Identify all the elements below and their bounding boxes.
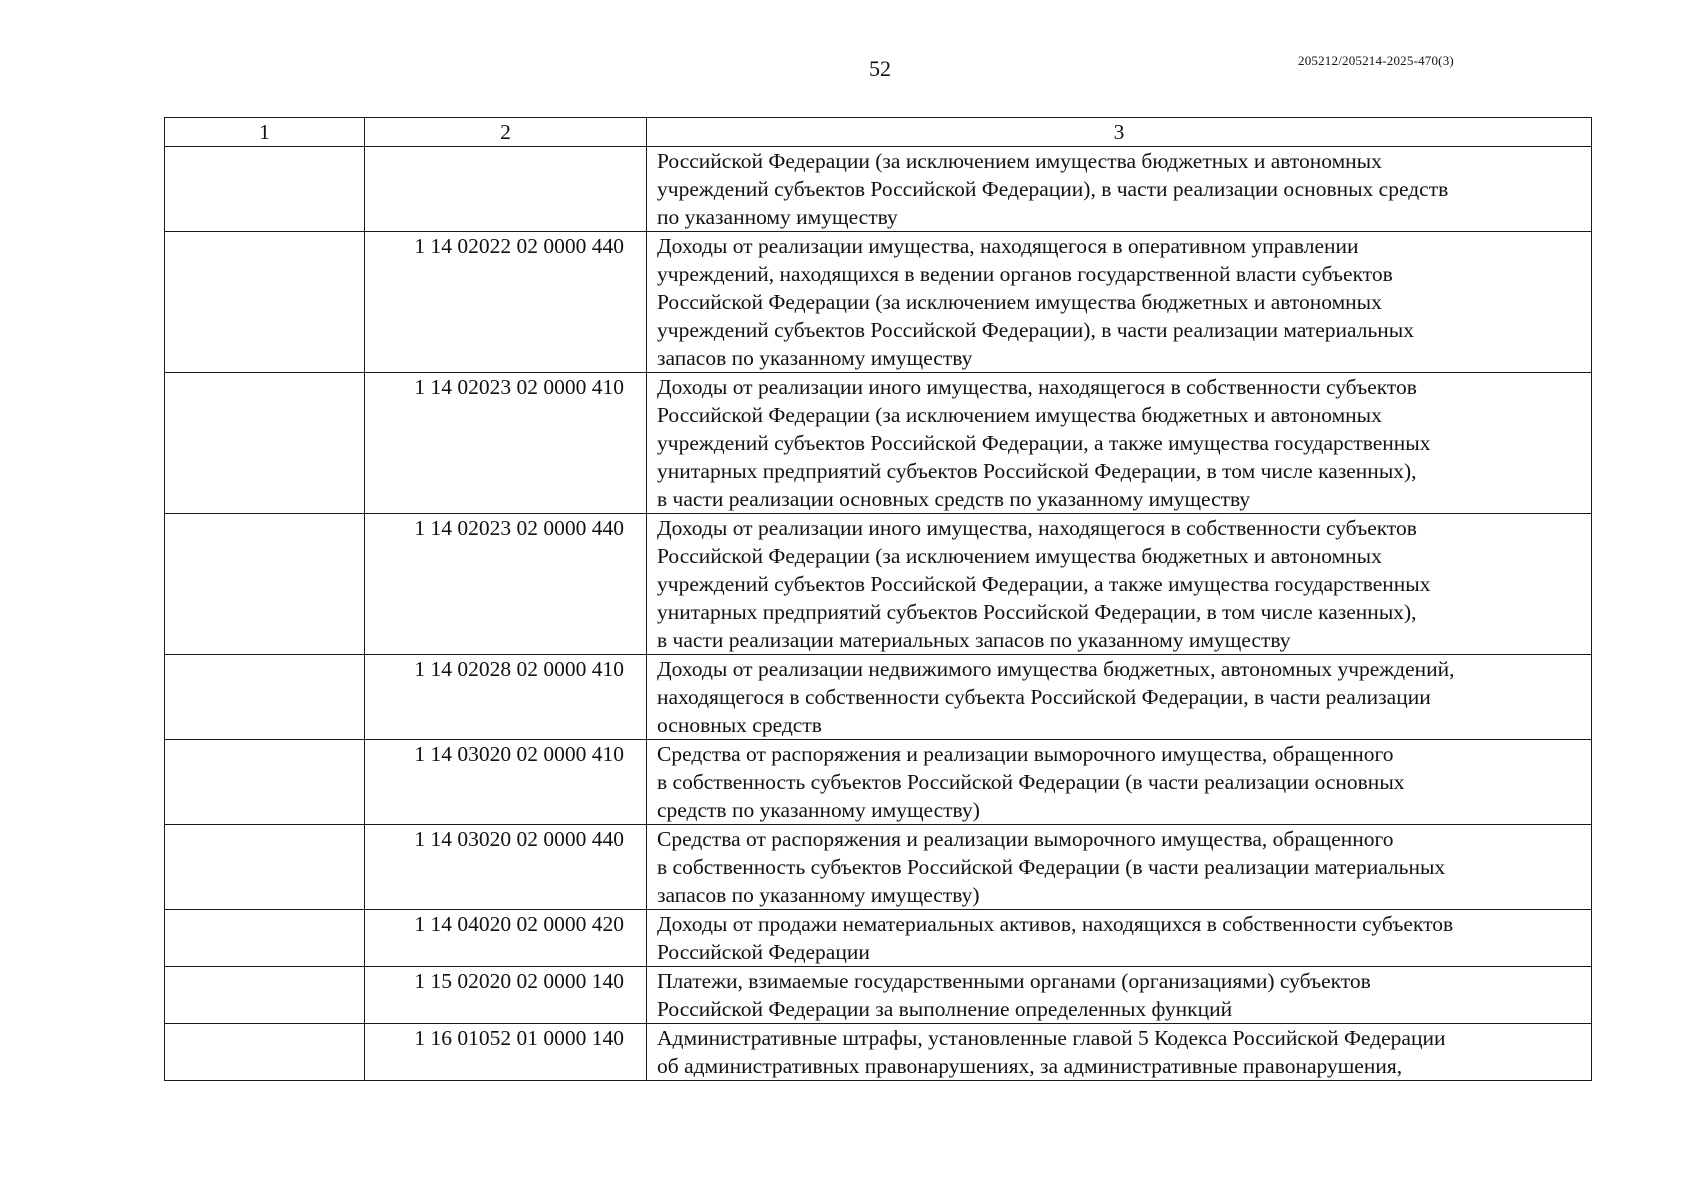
column-header-1: 1: [165, 118, 365, 147]
column-header-2: 2: [365, 118, 647, 147]
description-line: Доходы от реализации имущества, находящегося в оперативном управлении: [657, 234, 1359, 258]
description-line: Российской Федерации (за исключением имущества бюджетных и автономных: [657, 544, 1382, 568]
column-header-3: 3: [647, 118, 1592, 147]
description-line: об административных правонарушениях, за административные правонарушения,: [657, 1054, 1403, 1078]
description-line: учреждений, находящихся в ведении органов государственной власти субъектов: [657, 262, 1393, 286]
table-row: [165, 655, 1592, 740]
revenue-description-cell: [647, 825, 1592, 910]
description-line: в части реализации основных средств по указанному имуществу: [657, 487, 1251, 511]
description-line: Средства от распоряжения и реализации выморочного имущества, обращенного: [657, 827, 1394, 851]
table-row: [165, 910, 1592, 967]
table-row: [165, 740, 1592, 825]
revenue-description-cell: [647, 1024, 1592, 1081]
table-row: [165, 232, 1592, 373]
revenue-description-cell: [647, 232, 1592, 373]
revenue-description-cell: [647, 967, 1592, 1024]
admin-code-cell: [165, 514, 365, 655]
admin-code-cell: [165, 147, 365, 232]
table-row: [165, 967, 1592, 1024]
admin-code-cell: [165, 1024, 365, 1081]
description-line: Российской Федерации за выполнение определенных функций: [657, 997, 1233, 1021]
description-line: Российской Федерации (за исключением имущества бюджетных и автономных: [657, 149, 1382, 173]
description-line: Российской Федерации (за исключением имущества бюджетных и автономных: [657, 403, 1382, 427]
admin-code-cell: [165, 910, 365, 967]
description-line: Доходы от продажи нематериальных активов, находящихся в собственности субъектов: [657, 912, 1454, 936]
revenue-code-cell: 1 14 02028 02 0000 410: [365, 655, 647, 740]
description-line: запасов по указанному имуществу: [657, 346, 973, 370]
description-line: учреждений субъектов Российской Федерации, а также имущества государственных: [657, 572, 1431, 596]
admin-code-cell: [165, 967, 365, 1024]
description-line: Доходы от реализации иного имущества, находящегося в собственности субъектов: [657, 516, 1417, 540]
admin-code-cell: [165, 373, 365, 514]
table-row: [165, 373, 1592, 514]
description-line: средств по указанному имуществу): [657, 798, 980, 822]
description-line: по указанному имуществу: [657, 205, 898, 229]
description-line: унитарных предприятий субъектов Российской Федерации, в том числе казенных),: [657, 600, 1417, 624]
description-line: Средства от распоряжения и реализации выморочного имущества, обращенного: [657, 742, 1394, 766]
description-line: основных средств: [657, 713, 822, 737]
revenue-code-cell: 1 14 03020 02 0000 410: [365, 740, 647, 825]
revenue-description-cell: [647, 373, 1592, 514]
revenue-code-cell: 1 14 02023 02 0000 440: [365, 514, 647, 655]
description-line: Административные штрафы, установленные главой 5 Кодекса Российской Федерации: [657, 1026, 1446, 1050]
revenue-description-cell: [647, 514, 1592, 655]
description-line: запасов по указанному имуществу): [657, 883, 980, 907]
description-line: учреждений субъектов Российской Федерации), в части реализации основных средств: [657, 177, 1449, 201]
table-row: [165, 825, 1592, 910]
description-line: в собственность субъектов Российской Федерации (в части реализации основных: [657, 770, 1405, 794]
page-number: 52: [869, 56, 891, 81]
description-line: находящегося в собственности субъекта Российской Федерации, в части реализации: [657, 685, 1431, 709]
revenue-code-cell: 1 14 04020 02 0000 420: [365, 910, 647, 967]
table-row: [165, 147, 1592, 232]
revenue-description-cell: [647, 147, 1592, 232]
revenue-description-cell: [647, 655, 1592, 740]
revenue-code-cell: 1 14 02023 02 0000 410: [365, 373, 647, 514]
admin-code-cell: [165, 655, 365, 740]
revenue-code-cell: [365, 147, 647, 232]
description-line: Доходы от реализации недвижимого имущества бюджетных, автономных учреждений,: [657, 657, 1455, 681]
admin-code-cell: [165, 825, 365, 910]
revenue-description-cell: [647, 740, 1592, 825]
description-line: учреждений субъектов Российской Федерации, а также имущества государственных: [657, 431, 1431, 455]
description-line: учреждений субъектов Российской Федерации), в части реализации материальных: [657, 318, 1414, 342]
admin-code-cell: [165, 232, 365, 373]
admin-code-cell: [165, 740, 365, 825]
revenue-description-cell: [647, 910, 1592, 967]
description-line: Доходы от реализации иного имущества, находящегося в собственности субъектов: [657, 375, 1417, 399]
table-row: [165, 514, 1592, 655]
description-line: унитарных предприятий субъектов Российской Федерации, в том числе казенных),: [657, 459, 1417, 483]
description-line: в собственность субъектов Российской Федерации (в части реализации материальных: [657, 855, 1446, 879]
description-line: в части реализации материальных запасов по указанному имуществу: [657, 628, 1291, 652]
revenue-codes-table: [164, 117, 1592, 1081]
table-header-row: [165, 118, 1592, 147]
table-body: [165, 147, 1592, 1081]
revenue-code-cell: 1 15 02020 02 0000 140: [365, 967, 647, 1024]
table-row: [165, 1024, 1592, 1081]
description-line: Российской Федерации (за исключением имущества бюджетных и автономных: [657, 290, 1382, 314]
revenue-code-cell: 1 14 02022 02 0000 440: [365, 232, 647, 373]
revenue-code-cell: 1 16 01052 01 0000 140: [365, 1024, 647, 1081]
description-line: Платежи, взимаемые государственными органами (организациями) субъектов: [657, 969, 1371, 993]
revenue-code-cell: 1 14 03020 02 0000 440: [365, 825, 647, 910]
document-code: 205212/205214-2025-470(3): [1298, 53, 1454, 68]
description-line: Российской Федерации: [657, 940, 870, 964]
